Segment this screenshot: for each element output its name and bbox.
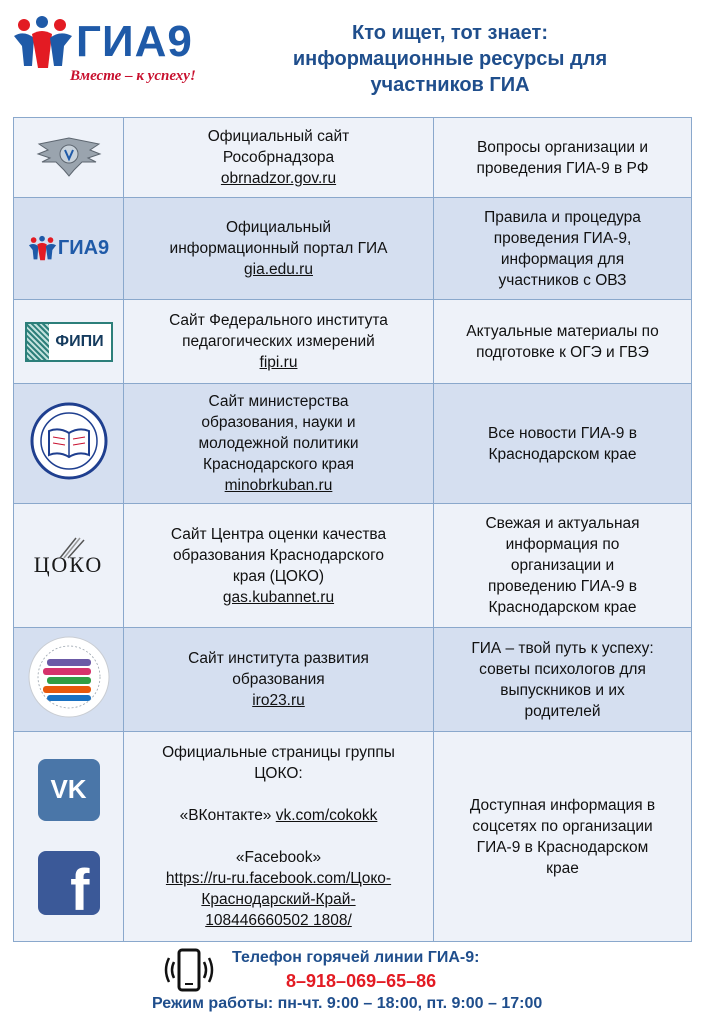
facebook-icon[interactable]: [38, 851, 100, 915]
info-line: крае: [546, 859, 579, 877]
info-line: информация для: [500, 250, 625, 268]
resource-description: [124, 300, 434, 384]
coko-text: ЦОКО: [33, 551, 104, 577]
gia9-small-text: ГИА9: [57, 237, 110, 259]
table-row: [14, 628, 692, 732]
fipi-text: ФИПИ: [55, 332, 104, 350]
desc-line: Рособрнадзора: [222, 149, 335, 166]
fb-link-line: 108446660502 1808/: [205, 912, 352, 929]
site-link[interactable]: iro23.ru: [252, 692, 305, 709]
rosobrnadzor-emblem-icon: [34, 130, 104, 180]
resource-info: [434, 384, 692, 504]
resource-description: [124, 732, 434, 942]
fb-link-line: Краснодарский-Край-: [201, 891, 356, 908]
ministry-emblem-icon: [29, 401, 109, 481]
icon-cell: [14, 118, 124, 198]
info-line: информация по: [505, 536, 620, 553]
info-line: Доступная информация в: [469, 796, 656, 814]
resource-info: [434, 118, 692, 198]
vk-line: [130, 805, 427, 826]
title-line: участников ГИА: [370, 74, 530, 96]
desc-line: образования, науки и: [201, 414, 356, 431]
page-title: [250, 20, 650, 98]
figures-logo-icon: [28, 235, 58, 263]
resource-info: [434, 300, 692, 384]
icon-cell: [14, 628, 124, 732]
vk-label: «ВКонтакте»: [179, 807, 276, 824]
fb-link[interactable]: [130, 868, 427, 931]
info-line: ГИА-9 в Краснодарском: [476, 838, 649, 856]
table-row: [14, 198, 692, 300]
table-row: [14, 504, 692, 628]
table-row: [14, 118, 692, 198]
desc-line: Сайт министерства: [208, 393, 349, 410]
desc-line: Официальные страницы группы: [162, 744, 395, 761]
icon-cell: [14, 384, 124, 504]
info-line: Вопросы организации и: [476, 138, 649, 156]
desc-line: Официальный сайт: [207, 128, 350, 145]
resource-description: [124, 628, 434, 732]
vk-icon[interactable]: VK: [38, 759, 100, 821]
info-line: проведению ГИА-9 в: [488, 578, 637, 595]
info-line: советы психологов для: [479, 660, 646, 678]
logo-text: ГИА9: [76, 17, 193, 66]
hotline-label: Телефон горячей линии ГИА-9:: [232, 949, 480, 966]
desc-line: Краснодарского края: [202, 456, 355, 473]
info-line: участников с ОВЗ: [498, 271, 627, 289]
desc-line: ЦОКО:: [254, 765, 303, 782]
gia9-logo-icon: [20, 235, 117, 263]
resource-info: [434, 732, 692, 942]
info-line: ГИА – твой путь к успеху:: [471, 639, 654, 657]
resource-description: [124, 384, 434, 504]
phone-icon: [164, 948, 214, 996]
icon-cell: [14, 504, 124, 628]
table-row: [14, 732, 692, 942]
info-line: Все новости ГИА-9 в: [488, 424, 637, 442]
fb-link-line: https://ru-ru.facebook.com/Цоко-: [165, 870, 392, 887]
title-line: информационные ресурсы для: [292, 48, 608, 70]
info-line: организации и: [510, 557, 615, 574]
icon-cell: [14, 198, 124, 300]
desc-line: молодежной политики: [198, 435, 359, 452]
desc-line: образования Краснодарского: [172, 546, 385, 564]
info-line: соцсетях по организации: [472, 817, 653, 835]
info-line: родителей: [524, 702, 601, 720]
info-line: Свежая и актуальная: [485, 515, 640, 532]
iro-emblem-icon: [27, 635, 111, 719]
site-link[interactable]: obrnadzor.gov.ru: [220, 170, 337, 187]
info-line: Актуальные материалы по: [466, 322, 659, 340]
desc-line: Сайт Центра оценки качества: [170, 525, 387, 543]
fipi-pattern: [27, 324, 49, 360]
desc-line: образования: [232, 671, 325, 688]
desc-line: Сайт института развития: [188, 650, 369, 667]
icon-cell: [14, 732, 124, 942]
desc-line: Сайт Федерального института: [169, 312, 388, 329]
desc-line: педагогических измерений: [182, 333, 375, 350]
info-line: проведения ГИА-9 в РФ: [476, 159, 649, 177]
resource-info: [434, 628, 692, 732]
desc-line: Официальный: [225, 219, 332, 236]
fb-label: «Facebook»: [235, 849, 322, 866]
quill-icon: [56, 536, 86, 560]
icon-cell: [14, 300, 124, 384]
info-line: выпускников и их: [500, 681, 625, 699]
working-hours: Режим работы: пн-чт. 9:00 – 18:00, пт. 9:00 – 17:00: [152, 995, 543, 1012]
vk-link[interactable]: vk.com/cokokk: [275, 807, 378, 824]
resource-description: [124, 198, 434, 300]
facebook-f-glyph: f: [70, 857, 90, 915]
resource-description: [124, 118, 434, 198]
resources-table: [13, 117, 692, 942]
site-link[interactable]: minobrkuban.ru: [224, 477, 333, 494]
site-link[interactable]: gia.edu.ru: [244, 261, 313, 278]
figures-logo-icon: [12, 16, 76, 72]
site-link[interactable]: gas.kubannet.ru: [222, 588, 335, 606]
info-line: Краснодарском крае: [488, 599, 637, 616]
logo-slogan: Вместе – к успеху!: [70, 68, 196, 84]
coko-logo-icon: [33, 551, 104, 578]
desc-line: информационный портал ГИА: [169, 240, 388, 257]
table-row: [14, 300, 692, 384]
gia9-logo: [12, 12, 222, 92]
resource-info: [434, 198, 692, 300]
page-header: [0, 0, 709, 112]
info-line: Краснодарском крае: [488, 445, 637, 463]
fipi-logo-icon: [25, 322, 113, 362]
hotline-phone[interactable]: 8–918–069–65–86: [286, 971, 437, 991]
table-row: [14, 384, 692, 504]
page-footer: [0, 944, 709, 1024]
resource-info: [434, 504, 692, 628]
info-line: подготовке к ОГЭ и ГВЭ: [476, 343, 649, 361]
desc-line: края (ЦОКО): [232, 567, 325, 585]
info-line: Правила и процедура: [484, 208, 641, 226]
info-line: проведения ГИА-9,: [493, 229, 632, 247]
resource-description: [124, 504, 434, 628]
site-link[interactable]: fipi.ru: [259, 354, 298, 371]
title-line: Кто ищет, тот знает:: [351, 22, 548, 44]
